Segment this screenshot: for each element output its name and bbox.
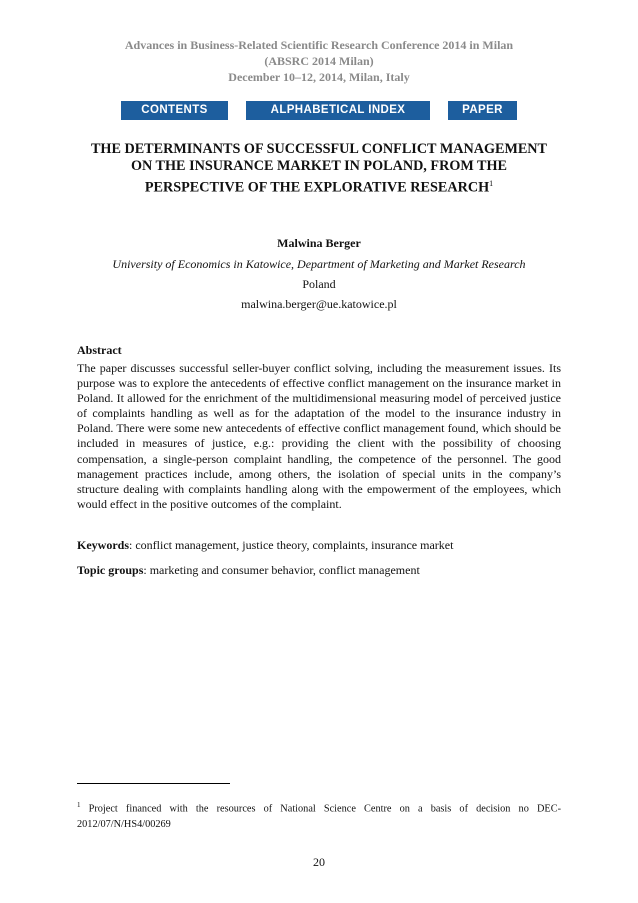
paper-title bbox=[60, 141, 578, 197]
footnote bbox=[77, 797, 561, 833]
topic-groups-label: Topic groups bbox=[77, 563, 144, 577]
keywords-label: Keywords bbox=[77, 538, 129, 552]
author-email[interactable]: malwina.berger@ue.katowice.pl bbox=[241, 297, 397, 311]
keywords bbox=[77, 538, 561, 553]
topic-groups-text: : marketing and consumer behavior, conflict management bbox=[143, 563, 420, 577]
conference-title: Advances in Business-Related Scientific Research Conference 2014 in Milan bbox=[124, 38, 514, 52]
author-country: Poland bbox=[302, 277, 336, 291]
contents-button[interactable]: CONTENTS bbox=[121, 101, 228, 120]
conference-abbreviation: (ABSRC 2014 Milan) bbox=[264, 54, 374, 68]
author-name: Malwina Berger bbox=[277, 236, 361, 250]
title-line-3: PERSPECTIVE OF THE EXPLORATIVE RESEARCH bbox=[144, 179, 490, 196]
topic-groups bbox=[77, 563, 561, 578]
keywords-text: : conflict management, justice theory, complaints, insurance market bbox=[129, 538, 454, 552]
author-affiliation: University of Economics in Katowice, Department of Marketing and Market Research bbox=[112, 257, 526, 271]
title-line-1: THE DETERMINANTS OF SUCCESSFUL CONFLICT MANAGEMENT bbox=[90, 141, 548, 157]
abstract-heading: Abstract bbox=[77, 343, 122, 357]
title-line-2: ON THE INSURANCE MARKET IN POLAND, FROM THE bbox=[130, 158, 507, 174]
footnote-text: Project financed with the resources of National Science Centre on a basis of decision no DEC-2012/07/N/HS4/00269 bbox=[77, 803, 561, 831]
footnote-divider bbox=[77, 783, 230, 784]
conference-dates: December 10–12, 2014, Milan, Italy bbox=[228, 70, 410, 84]
alphabetical-index-button[interactable]: ALPHABETICAL INDEX bbox=[246, 101, 430, 120]
paper-button[interactable]: PAPER bbox=[448, 101, 517, 120]
abstract-text: The paper discusses successful seller-buyer conflict solving, including the measurement issues. Its purpose was to explore the antecedents of effective conflict management on the insurance market in Poland. It allowed for the enrichment of the multidimensional measuring model of perceived justice of complaints handling as well as for the adaptation of the model to the insurance industry in Poland. There were some new antecedents of effective conflict management found, which should be included in measures of justice, e.g.: providing the client with the possibility of choosing compensation, a single-person complaint handling, the competence of the personnel. The good management practices include, among others, the isolation of special units in the company’s structure dealing with complaints handling along with the empowerment of the employees, which would effect in the positive outcomes of the complaint. bbox=[77, 361, 561, 511]
footnote-mark: 1 bbox=[77, 801, 81, 809]
title-footnote-mark[interactable]: 1 bbox=[489, 179, 494, 188]
page-number: 20 bbox=[313, 855, 325, 869]
